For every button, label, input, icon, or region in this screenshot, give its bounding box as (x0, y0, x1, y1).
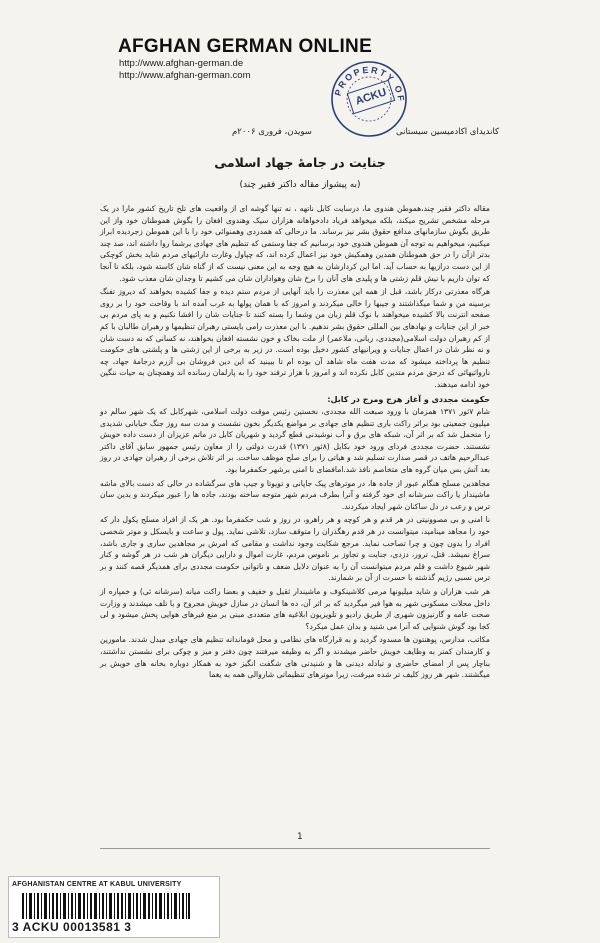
article-body (100, 203, 490, 683)
paragraph: مکاتب، مدارس، پوهنتون ها مسدود گردید و به قرارگاه های نظامی و محل قوماندانه تنظیم های جهادی مبدل شدند. مامورین و کارمندان کمتر به وظایف خویش حاضر میشدند و اگر به وظیفه میرفتند چون دفتر و میز و چوکی برای نشستن نداشتند، بناچار پس از امضای حاضری و تبادله دیدنی ها و شنیدنی های شگفت انگیز خود به همکار دوباره بخانه های خویش بر میگشتند. شهر هر روز کلیف تر شده میرفت، زیرا موترهای تنظیماتی شاروالی همه به یغما (100, 635, 490, 680)
section-heading: حکومت مجددی و آغاز هرج ومرج در کابل: (327, 394, 490, 404)
stamp-ring-text: PROPERTY OF (332, 64, 407, 104)
paragraph: هر شب هزاران و شاید میلیونها مرمی کلاشینکوف و ماشیندار ثقیل و خفیف و بعضا راکت میانه (سرشانه ئی) و خمپاره از داخل محلات مسکونی شهر به هوا فیر میگردید که بر اثر آن، ده ها انسان در منازل خویش مجروح و یا تلف میشدند و وزارت صحت عامه و گارنیزون شهری از طریق رادیو و تلویزیون ابلاغیه های متعددی مبنی بر منع فیرهای هوایی پخش میشود و لی کجا بود گوش شنوایی که آنرا می شنید و بدان عمل میکرد؟ (100, 587, 490, 631)
article-subtitle: (به پیشواز مقاله داکتر فقیر چند) (239, 180, 361, 190)
paragraph: مقاله داکتر فقیر چند،هموطن هندوی ما، درسایت کابل ناتهه ، نه تنها گوشه ای از واقعیت های تلخ تاریخ کشور مارا در یک مرحله مشخص تشریح میکند، بلکه میخواهد فریاد دادخواهانه هزاران سیک وهندوی افغان را بگوش هموطنان خود واز این طریق بگوش سازمانهای مدافع حقوق بشر نیز برساند. ما درحالی که همدردی وهمنوائی خود را با این هموطن زجردیده ابراز میکنیم، میخواهیم به توجه آن هموطن هندوی خود برسانیم که جفا وستمی که تنظیم های جهادی برشما روا داشته اند، صد چند بدتر ازآن را در حق هموطنان همدین وهمکیش خود نیز اعمال کرده اند، که چپاول وغارت دارائیهای مردم شاید بخش کوچکی از این دست درازیها به حساب آید. اما این کردارشان به هیچ وجه به این معنی نیست که از گناه شان کاسته شود، بلکه تا آنجا که توان داریم با نیش قلم زشتی ها و پلیدی های آنان را برخ شان وهواداران شان می کشیم تا وجدان شان معذب شود. (100, 204, 490, 283)
page-number: 1 (297, 832, 303, 842)
author-line: کاندیدای اکادمیسین سیستانی (396, 127, 500, 137)
barcode-number: 3 ACKU 00013581 3 (12, 920, 132, 934)
library-name: AFGHANISTAN CENTRE AT KABUL UNIVERSITY (12, 881, 182, 888)
date-line: سویدن، فروری ۲۰۰۶م (232, 127, 312, 137)
paragraph: مجاهدین مسلح هنگام عبور از جاده ها، در موترهای پیک جاپانی و تویوتا و جیپ های سرگشاده در حالی که دست بالای ماشه ماشیندار یا راکت سرشانه ای خود گرفته و آنرا بطرف مردم شهر متوجه ساخته بودند، جاده ها را عبور میکردند و بدین سان ترس و رعب در دل ساکنان شهر ایجاد میکردند. (100, 478, 490, 511)
masthead: AFGHAN GERMAN ONLINE (118, 36, 373, 57)
article-title: جنایت در جامهٔ جهاد اسلامی (214, 155, 386, 170)
paragraph: شام ۷ثور ۱۳۷۱ همزمان با ورود صبغت الله مجددی، نخستین رئیس موقت دولت اسلامی، شهرکابل که یک شهر سالم دو میلیون جمعیتی بود براثر راکت باری تنظیم های جهادی بر مواضع یکدیگر بخون نشست و مدت سه روز جنگ خیابانی شدیدی را متحمل شد که بر اثر آن، شبکه های برق و آب نوشیدنی قطع گردید و شهریان کابل در ماتم عزیزان از دست داده خویش نشستند. حضرت مجددی فردای ورود خود بکابل (۸ثور ۱۳۷۱) قدرت دولتی را از معاون رئیس جمهور سابق آقای داکتر عبدالرحیم هاتف در قصر صدارت تسلیم شد و هیاتی را برای صلح موظف ساخت. بر اثر تلاش برخی از رهبران جهادی در روز بعد آتش بس میان گروه های متخاصم نافذ شد.امافضای نا امنی برشهر حکمفرما بود. (100, 407, 490, 475)
paragraph: نا امنی و بی مصوونیتی در هر قدم و هر کوچه و هر راهرو، در روز و شب حکمفرما بود. هر یک از افراد مسلح یکول دار که خود را مجاهد مینامید، میتوانست در هر قدم رهگذران را متوقف سازد، تلاشی نماید. پول و ساعت و بایسکل و موتر شخصی افراد را بدون چون و چرا تصاحب نماید. مرجع شکایت وجود نداشت و مقامی که امرش بر مجاهدین ساری و جاری باشد، سراغ نمیشد. قتل، ترور، دزدی، جنایت و تجاوز بر ناموس مردم، غارت اموال و دارایی دیگران هر شب در هر گوشه و کنار شهر شیوع داشت و قلم مردم میتوانست آن را به عنوان دلایل ضعف و ناتوانی حکومت مجددی برای همدیگر قصه کنند و بر ترس نسبی رژیم گذشته با حسرت از آن بر شمارند. (100, 515, 490, 583)
website-url-com[interactable]: http://www.afghan-german.com (119, 70, 251, 81)
stamp-center-text: ACKU (347, 80, 396, 115)
footer-divider (100, 848, 490, 849)
website-url-de[interactable]: http://www.afghan-german.de (119, 58, 244, 69)
paragraph: هرگاه معذرتی درکار باشد، قبل از همه این معذرت را باید آنهایی از مردم ستم دیده و جفا کشیده بخواهند که دیروز تفنگ برسینه من و شما میگذاشتند و جیبها را خالی میکردند و امروز که با همان پولها به غرب آمده اند با وقاحت خود را بر روی صفحه انترنت بالا کشیده میخواهند با نوک قلم زبان من وشما را بسته کنند تا جنایات شان را افشا نکنیم و به پای مردم بی خبر از این جنایات و نهادهای بین المللی حقوق بشر ندهیم. با این معذرت رامی بایستی رهبران تنظیمها و رهبران طالبان با کم از کم رهبران دولت اسلامی(مجددی، ربانی، ملاعمر) از ملت بخاک و خون نشسته افغان بخواهند، نه کسانی که نه دست شان و نه نظر شان در اعمال جنایات و ویرانیهای کشور دخیل بوده است. در زیر به برخی از این زشتی ها و پلشتی های حکومت تنظیم ها پرداخته میشود که مدت هفت ماه شاهد آن بوده ام تا ببینید که این دین فروشان بی آزرم درجامهٔ جهاد، چه ناروائیهائی که درحق مردم متدین کابل نکرده اند و امروز با هزار ترفند خود را به پارلمان رسانده اند وهمچنان به حیات ننگین خود ادامه میدهند. (100, 287, 490, 389)
barcode (22, 893, 190, 919)
